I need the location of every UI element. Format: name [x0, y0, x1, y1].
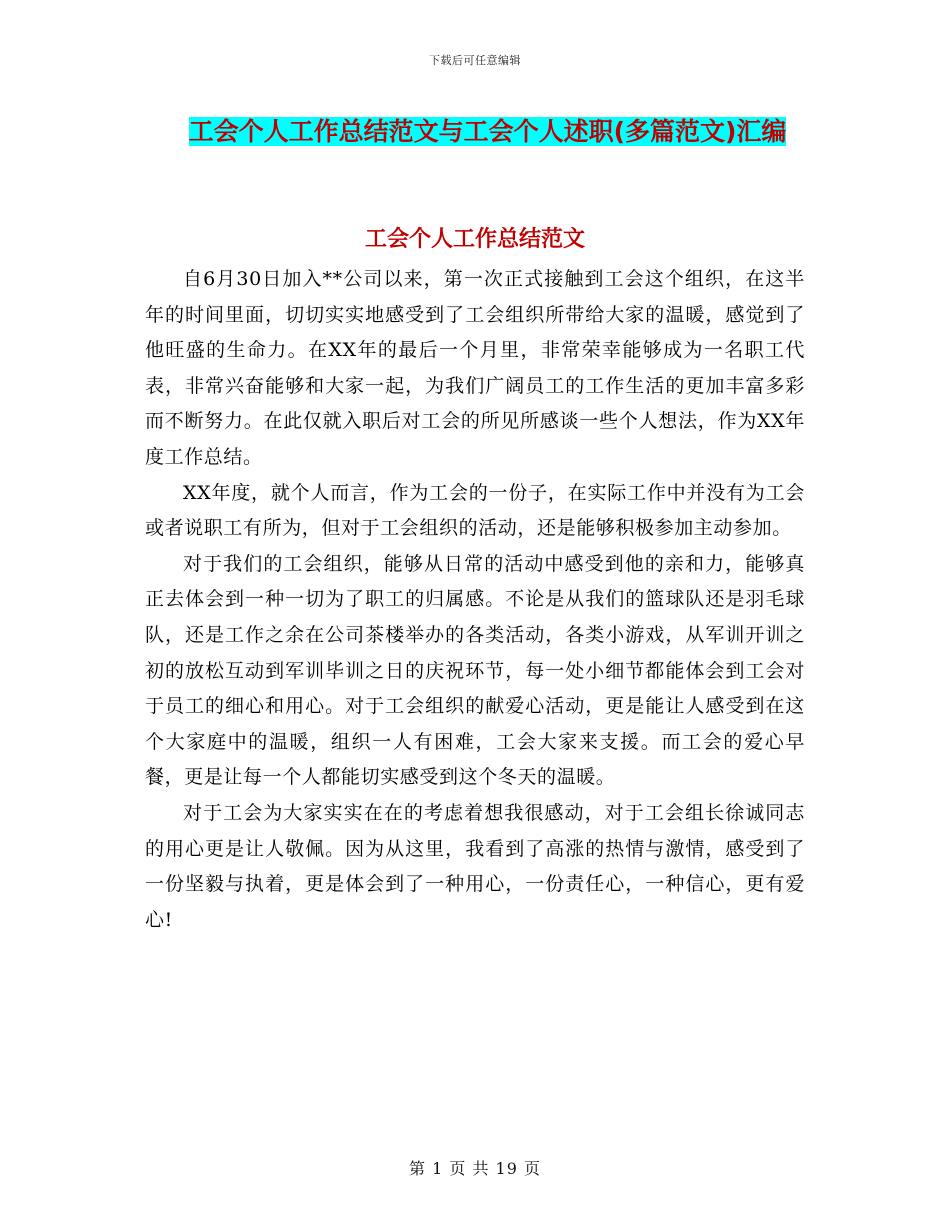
body-paragraph: 对于我们的工会组织，能够从日常的活动中感受到他的亲和力，能够真正去体会到一种一切为了职工的归属感。不论是从我们的篮球队还是羽毛球队，还是工作之余在公司茶楼举办的各类活动，各类小游戏，从军训开训之初的放松互动到军训毕训之日的庆祝环节，每一处小细节都能体会到工会对于员工的细心和用心。对于工会组织的献爱心活动，更是能让人感受到在这个大家庭中的温暖，组织一人有困难，工会大家来支援。而工会的爱心早餐，更是让每一个人都能切实感受到这个冬天的温暖。 — [145, 552, 805, 789]
body-paragraph: 对于工会为大家实实在在的考虑着想我很感动，对于工会组长徐诚同志的用心更是让人敬佩。因为从这里，我看到了高涨的热情与激情，感受到了一份坚毅与执着，更是体会到了一种用心，一份责任心，一种信心，更有爱心! — [145, 801, 805, 931]
page-header-note: 下载后可任意编辑 — [429, 54, 521, 67]
body-paragraph: XX年度，就个人而言，作为工会的一份子，在实际工作中并没有为工会或者说职工有所为，但对于工会组织的活动，还是能够积极参加主动参加。 — [145, 481, 805, 540]
document-body — [145, 262, 805, 938]
body-paragraph: 自6月30日加入**公司以来，第一次正式接触到工会这个组织，在这半年的时间里面，切切实实地感受到了工会组织所带给大家的温暖，感觉到了他旺盛的生命力。在XX年的最后一个月里，非常荣幸能够成为一名职工代表，非常兴奋能够和大家一起，为我们广阔员工的工作生活的更加丰富多彩而不断努力。在此仅就入职后对工会的所见所感谈一些个人想法，作为XX年度工作总结。 — [145, 268, 805, 468]
document-title-text: 工会个人工作总结范文与工会个人述职(多篇范文)汇编 — [188, 117, 787, 146]
page-number: 第 1 页 共 19 页 — [409, 1159, 541, 1178]
document-title — [150, 110, 825, 154]
section-title: 工会个人工作总结范文 — [364, 227, 585, 252]
